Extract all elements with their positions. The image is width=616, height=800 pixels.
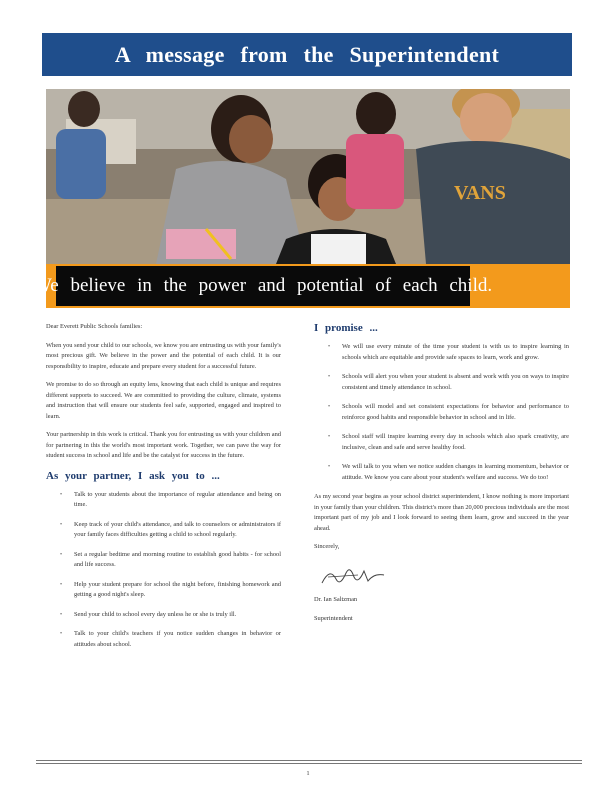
page-number: 1	[306, 770, 310, 777]
classroom-photo-illustration	[46, 89, 570, 264]
promise-item: • We will talk to you when we notice sudden changes in learning momentum, behavior or attitude. We know you care about your student's welfare and success. We do too!	[314, 462, 569, 483]
partner-heading: As your partner, I ask you to ...	[46, 469, 220, 482]
partner-item: • Talk to your child's teachers if you notice sudden changes in behavior or attitudes about school.	[46, 629, 281, 650]
partner-item: • Keep track of your child's attendance, and talk to counselors or administrators if your family faces difficulties getting a child to school regularly.	[46, 520, 281, 541]
promise-heading: I promise ...	[314, 322, 378, 334]
promise-item: • We will use every minute of the time your student is with us to inspire learning in schools which are equitable and provide safe spaces to learn, work and grow.	[314, 342, 569, 363]
promise-item: • School staff will inspire learning every day in schools which also spark creativity, are inclusive, clean and safe and serve healthy food.	[314, 432, 569, 453]
left-column	[46, 322, 281, 659]
svg-text:VANS: VANS	[454, 182, 506, 204]
intro-paragraph: When you send your child to our schools, we know you are entrusting us with your family's most precious gift. We believe in the power and the potential of each child. It is our responsibility to inspire, educate and prepare every student for a successful future.	[46, 341, 281, 370]
salutation: Dear Everett Public Schools families:	[46, 323, 143, 330]
tagline-text: We believe in the power and potential of each child.	[33, 275, 493, 296]
signer-role: Superintendent	[314, 614, 353, 622]
partner-item: • Set a regular bedtime and morning routine to establish good habits - for school and life success.	[46, 550, 281, 571]
footer-rule	[36, 760, 582, 761]
signer-name: Dr. Ian Saltzman	[314, 596, 358, 603]
signature-image	[318, 563, 388, 589]
partner-item: • Talk to your students about the importance of regular attendance and being on time.	[46, 490, 281, 511]
promise-item: • Schools will alert you when your student is absent and work with you on ways to inspire consistent and timely attendance in school.	[314, 372, 569, 393]
classroom-photo	[46, 89, 570, 264]
signoff: Sincerely,	[314, 543, 340, 550]
footer-rule	[36, 763, 582, 764]
partner-item: • Send your child to school every day unless he or she is truly ill.	[46, 610, 281, 621]
title-banner	[42, 33, 572, 76]
promise-item: • Schools will model and set consistent expectations for behavior and performance to reinforce good habits and responsible behavior in school and in life.	[314, 402, 569, 423]
partnership-paragraph: Your partnership in this work is critical. Thank you for entrusting us with your children and for partnering in this the world's most important work. Together, we can pave the way for student success in school and life and be the catalyst for success in the future.	[46, 431, 281, 459]
page-title: A message from the Superintendent	[114, 41, 500, 67]
tagline-box	[33, 266, 493, 306]
promise-list	[314, 342, 569, 483]
partner-list	[46, 490, 281, 651]
equity-paragraph: We promise to do so through an equity lens, knowing that each child is unique and requires different supports to succeed. We are committed to providing the culture, climate, systems and instruction that will ensure our students feel safe, supported, engaged and inspired to learn.	[46, 381, 281, 420]
right-column	[314, 322, 569, 632]
partner-item: • Help your student prepare for school the night before, finishing homework and getting a good night's sleep.	[46, 580, 281, 601]
closing-paragraph: As my second year begins as your school district superintendent, I know nothing is more important in your family than your children. This district's more than 20,000 precious individuals are the most important part of my job and I look forward to seeing them learn, grow and succeed in the year ahead.	[314, 493, 570, 532]
